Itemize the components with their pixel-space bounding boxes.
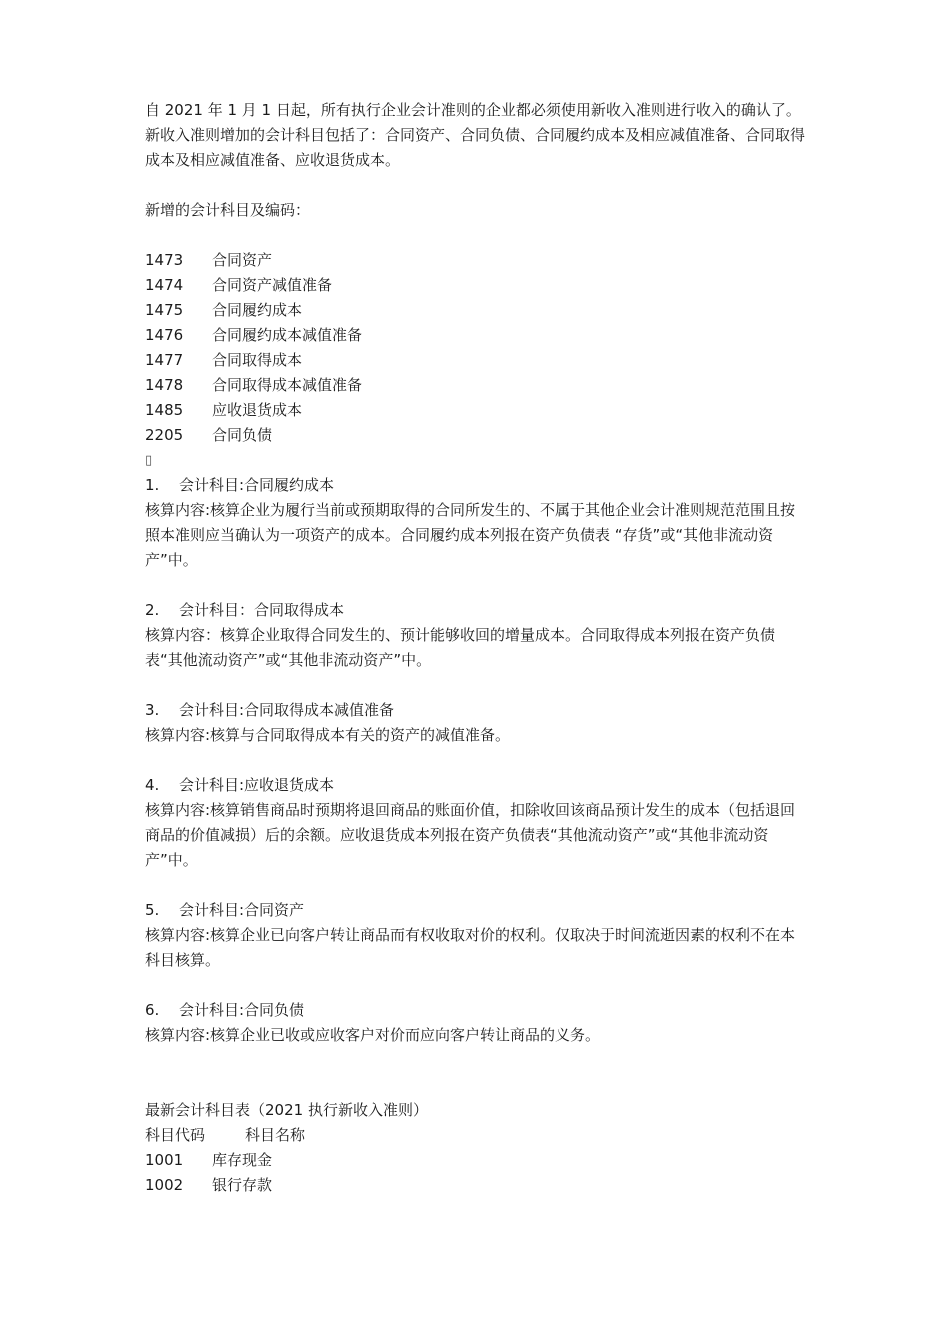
list-item [145,248,810,273]
account-code: 1476 [145,326,184,344]
section-content: 核算内容:核算企业已收或应收客户对价而应向客户转让商品的义务。 [145,1026,601,1044]
account-name: 库存现金 [212,1151,273,1169]
section-content: 核算内容:核算与合同取得成本有关的资产的减值准备。 [145,726,511,744]
account-name: 合同取得成本 [212,351,303,369]
header-name: 科目名称 [245,1126,306,1144]
account-name: 合同履约成本减值准备 [212,326,363,344]
table-title: 最新会计科目表（2021 执行新收入准则） [145,1101,428,1119]
placeholder-glyph-icon: ▯ [145,453,153,468]
section-content: 核算内容:核算企业为履行当前或预期取得的合同所发生的、不属于其他企业会计准则规范范围且按照本准则应当确认为一项资产的成本。合同履约成本列报在资产负债表 “存货”或“其他非流动资产”中。 [145,501,796,569]
account-code: 1474 [145,276,184,294]
section-title: 4. 会计科目:应收退货成本 [145,776,335,794]
table-row [145,1148,810,1173]
header-code: 科目代码 [145,1126,206,1144]
account-name: 合同履约成本 [212,301,303,319]
section-title: 2. 会计科目：合同取得成本 [145,601,345,619]
account-name: 合同资产 [212,251,273,269]
section-title: 5. 会计科目:合同资产 [145,901,305,919]
account-name: 合同取得成本减值准备 [212,376,363,394]
account-code: 1475 [145,301,184,319]
account-name: 合同资产减值准备 [212,276,333,294]
document-page [145,98,810,1198]
account-name: 合同负债 [212,426,273,444]
section-content: 核算内容:核算企业已向客户转让商品而有权收取对价的权利。仅取决于时间流逝因素的权利不在本科目核算。 [145,926,796,969]
section-title: 3. 会计科目:合同取得成本减值准备 [145,701,395,719]
section-4 [145,773,810,873]
section-title: 1. 会计科目:合同履约成本 [145,476,335,494]
account-code: 2205 [145,426,184,444]
section-title: 6. 会计科目:合同负债 [145,1001,305,1019]
account-code: 1477 [145,351,184,369]
account-code: 1485 [145,401,184,419]
section-1 [145,473,810,573]
list-item [145,398,810,423]
new-accounts-title: 新增的会计科目及编码： [145,201,311,219]
list-item [145,373,810,398]
section-content: 核算内容：核算企业取得合同发生的、预计能够收回的增量成本。合同取得成本列报在资产负债表“其他流动资产”或“其他非流动资产”中。 [145,626,776,669]
account-code: 1002 [145,1176,184,1194]
list-item [145,323,810,348]
account-code: 1478 [145,376,184,394]
section-2 [145,598,810,673]
table-row [145,1173,810,1198]
list-item [145,273,810,298]
section-3 [145,698,810,748]
list-item [145,423,810,448]
section-content: 核算内容:核算销售商品时预期将退回商品的账面价值，扣除收回该商品预计发生的成本（包括退回商品的价值减损）后的余额。应收退货成本列报在资产负债表“其他流动资产”或“其他非流动资产”中。 [145,801,796,869]
new-accounts-list [145,248,810,448]
account-name: 银行存款 [212,1176,273,1194]
table-header [145,1123,810,1148]
account-name: 应收退货成本 [212,401,303,419]
section-6 [145,998,810,1048]
intro-paragraph: 自 2021 年 1 月 1 日起，所有执行企业会计准则的企业都必须使用新收入准则进行收入的确认了。新收入准则增加的会计科目包括了：合同资产、合同负债、合同履约成本及相应减值准备、合同取得成本及相应减值准备、应收退货成本。 [145,101,806,169]
account-code: 1473 [145,251,184,269]
account-code: 1001 [145,1151,184,1169]
section-5 [145,898,810,973]
list-item [145,298,810,323]
list-item [145,348,810,373]
